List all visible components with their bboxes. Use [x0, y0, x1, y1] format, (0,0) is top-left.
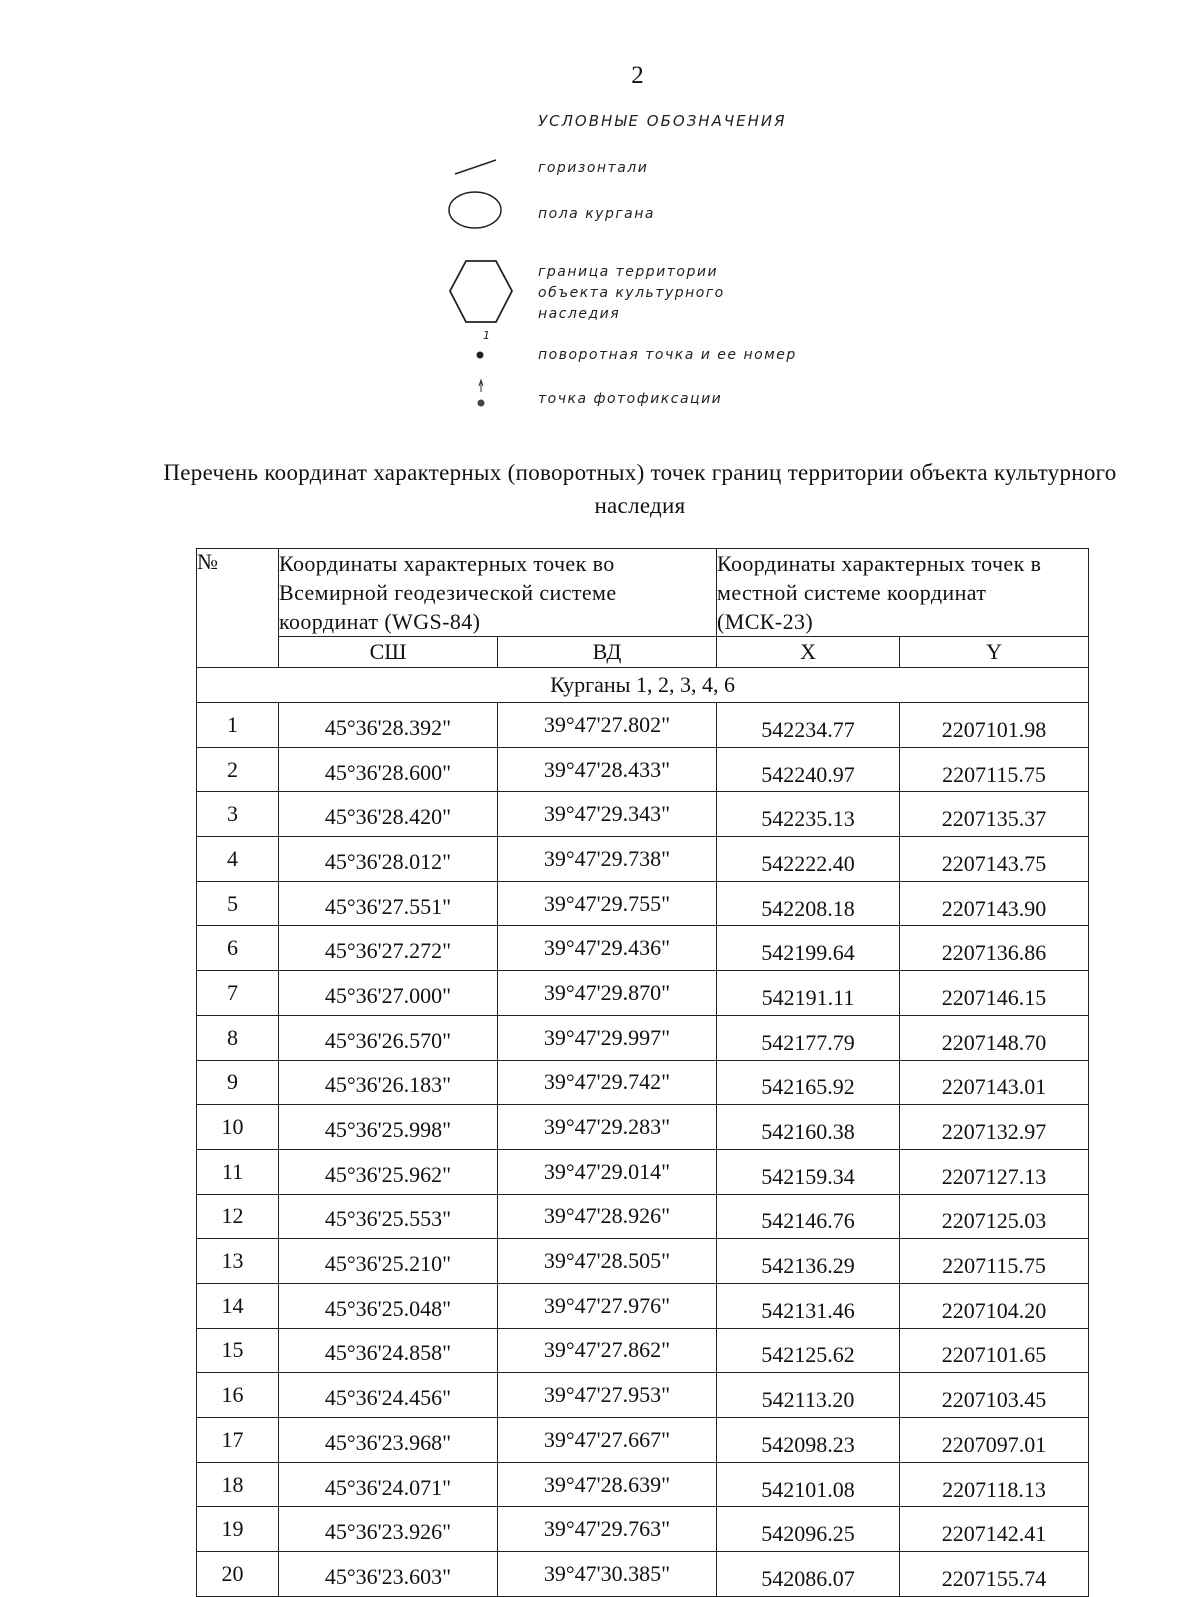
cell-number: 15: [197, 1328, 279, 1373]
table-row: [197, 837, 1089, 882]
territory-boundary-icon: [440, 256, 520, 328]
cell-number: 2: [197, 747, 279, 792]
table-subheader-row: [197, 637, 1089, 668]
cell-latitude: 45°36'23.603": [279, 1552, 498, 1597]
cell-latitude: 45°36'25.553": [279, 1194, 498, 1239]
table-row: [197, 747, 1089, 792]
legend-label-photo-point: точка фотофиксации: [538, 391, 723, 407]
table-row: [197, 703, 1089, 748]
cell-latitude: 45°36'25.962": [279, 1149, 498, 1194]
cell-latitude: 45°36'26.570": [279, 1015, 498, 1060]
photo-point-icon: [470, 376, 494, 410]
cell-number: 16: [197, 1373, 279, 1418]
cell-number: 5: [197, 881, 279, 926]
legend-label-mound: пола кургана: [538, 206, 655, 222]
cell-number: 14: [197, 1283, 279, 1328]
cell-x: 542159.34: [717, 1149, 900, 1194]
table-row: [197, 1418, 1089, 1463]
cell-longitude: 39°47'27.953": [498, 1373, 717, 1418]
table-row: [197, 971, 1089, 1016]
cell-latitude: 45°36'23.926": [279, 1507, 498, 1552]
cell-number: 7: [197, 971, 279, 1016]
header-latitude: СШ: [279, 637, 498, 668]
table-row: [197, 1462, 1089, 1507]
cell-latitude: 45°36'27.272": [279, 926, 498, 971]
cell-x: 542191.11: [717, 971, 900, 1016]
legend-label-turning-point: поворотная точка и ее номер: [538, 347, 797, 363]
cell-x: 542125.62: [717, 1328, 900, 1373]
cell-latitude: 45°36'28.392": [279, 703, 498, 748]
cell-y: 2207143.90: [900, 881, 1089, 926]
cell-y: 2207118.13: [900, 1462, 1089, 1507]
cell-longitude: 39°47'29.870": [498, 971, 717, 1016]
cell-latitude: 45°36'25.998": [279, 1105, 498, 1150]
table-row: [197, 1015, 1089, 1060]
cell-x: 542101.08: [717, 1462, 900, 1507]
legend-label-boundary: граница территории объекта культурного наследия: [538, 264, 725, 322]
cell-longitude: 39°47'27.862": [498, 1328, 717, 1373]
cell-longitude: 39°47'27.667": [498, 1418, 717, 1463]
turning-point-icon: [470, 326, 500, 362]
cell-y: 2207155.74: [900, 1552, 1089, 1597]
cell-latitude: 45°36'27.551": [279, 881, 498, 926]
cell-longitude: 39°47'29.742": [498, 1060, 717, 1105]
cell-x: 542131.46: [717, 1283, 900, 1328]
cell-x: 542136.29: [717, 1239, 900, 1284]
cell-y: 2207136.86: [900, 926, 1089, 971]
cell-x: 542165.92: [717, 1060, 900, 1105]
cell-y: 2207115.75: [900, 747, 1089, 792]
mound-ellipse-icon: [446, 189, 506, 231]
table-row: [197, 1283, 1089, 1328]
cell-x: 542208.18: [717, 881, 900, 926]
cell-longitude: 39°47'28.639": [498, 1462, 717, 1507]
cell-latitude: 45°36'24.858": [279, 1328, 498, 1373]
cell-longitude: 39°47'28.505": [498, 1239, 717, 1284]
cell-x: 542098.23: [717, 1418, 900, 1463]
table-row: [197, 1060, 1089, 1105]
header-number: №: [197, 549, 279, 668]
table-row: [197, 1105, 1089, 1150]
legend-title: УСЛОВНЫЕ ОБОЗНАЧЕНИЯ: [538, 112, 787, 130]
cell-longitude: 39°47'29.014": [498, 1149, 717, 1194]
cell-latitude: 45°36'24.456": [279, 1373, 498, 1418]
header-longitude: ВД: [498, 637, 717, 668]
cell-y: 2207097.01: [900, 1418, 1089, 1463]
cell-longitude: 39°47'30.385": [498, 1552, 717, 1597]
cell-y: 2207143.01: [900, 1060, 1089, 1105]
table-row: [197, 1239, 1089, 1284]
cell-longitude: 39°47'29.763": [498, 1507, 717, 1552]
page-number: 2: [631, 62, 644, 89]
cell-longitude: 39°47'29.755": [498, 881, 717, 926]
document-title: Перечень координат характерных (поворотных) точек границ территории объекта культурного наследия: [163, 460, 1117, 518]
cell-number: 9: [197, 1060, 279, 1105]
cell-y: 2207103.45: [900, 1373, 1089, 1418]
table-row: [197, 881, 1089, 926]
cell-longitude: 39°47'28.433": [498, 747, 717, 792]
cell-y: 2207143.75: [900, 837, 1089, 882]
cell-number: 10: [197, 1105, 279, 1150]
cell-number: 11: [197, 1149, 279, 1194]
cell-longitude: 39°47'29.436": [498, 926, 717, 971]
cell-longitude: 39°47'27.976": [498, 1283, 717, 1328]
cell-x: 542222.40: [717, 837, 900, 882]
cell-x: 542096.25: [717, 1507, 900, 1552]
table-row: [197, 1194, 1089, 1239]
cell-x: 542177.79: [717, 1015, 900, 1060]
cell-number: 17: [197, 1418, 279, 1463]
cell-number: 19: [197, 1507, 279, 1552]
cell-latitude: 45°36'25.210": [279, 1239, 498, 1284]
cell-longitude: 39°47'29.997": [498, 1015, 717, 1060]
cell-latitude: 45°36'28.420": [279, 792, 498, 837]
header-wgs84: Координаты характерных точек во Всемирной геодезической системе координат (WGS-84): [279, 549, 717, 637]
cell-number: 6: [197, 926, 279, 971]
cell-y: 2207104.20: [900, 1283, 1089, 1328]
cell-latitude: 45°36'27.000": [279, 971, 498, 1016]
cell-latitude: 45°36'28.600": [279, 747, 498, 792]
table-row: [197, 1149, 1089, 1194]
cell-y: 2207125.03: [900, 1194, 1089, 1239]
legend-label-contour: горизонтали: [538, 160, 649, 176]
header-y: Y: [900, 637, 1089, 668]
cell-y: 2207142.41: [900, 1507, 1089, 1552]
cell-longitude: 39°47'27.802": [498, 703, 717, 748]
cell-x: 542146.76: [717, 1194, 900, 1239]
table-row: [197, 792, 1089, 837]
header-msk23: Координаты характерных точек в местной системе координат (МСК-23): [717, 549, 1089, 637]
cell-latitude: 45°36'28.012": [279, 837, 498, 882]
cell-x: 542113.20: [717, 1373, 900, 1418]
header-x: X: [717, 637, 900, 668]
contour-line-icon: [452, 156, 502, 178]
table-row: [197, 1373, 1089, 1418]
cell-latitude: 45°36'25.048": [279, 1283, 498, 1328]
cell-number: 12: [197, 1194, 279, 1239]
cell-longitude: 39°47'29.343": [498, 792, 717, 837]
turning-point-marker: 1: [483, 329, 490, 342]
cell-x: 542240.97: [717, 747, 900, 792]
cell-number: 18: [197, 1462, 279, 1507]
cell-y: 2207146.15: [900, 971, 1089, 1016]
cell-longitude: 39°47'29.283": [498, 1105, 717, 1150]
cell-y: 2207101.65: [900, 1328, 1089, 1373]
cell-x: 542234.77: [717, 703, 900, 748]
cell-x: 542160.38: [717, 1105, 900, 1150]
cell-x: 542235.13: [717, 792, 900, 837]
cell-y: 2207148.70: [900, 1015, 1089, 1060]
cell-y: 2207115.75: [900, 1239, 1089, 1284]
cell-y: 2207132.97: [900, 1105, 1089, 1150]
table-row: [197, 1552, 1089, 1597]
cell-number: 1: [197, 703, 279, 748]
table-header-row: [197, 549, 1089, 637]
cell-x: 542199.64: [717, 926, 900, 971]
cell-number: 4: [197, 837, 279, 882]
cell-number: 13: [197, 1239, 279, 1284]
table-row: [197, 926, 1089, 971]
table-row: [197, 1328, 1089, 1373]
cell-number: 3: [197, 792, 279, 837]
section-row: [197, 668, 1089, 703]
cell-x: 542086.07: [717, 1552, 900, 1597]
cell-y: 2207127.13: [900, 1149, 1089, 1194]
cell-latitude: 45°36'26.183": [279, 1060, 498, 1105]
cell-longitude: 39°47'28.926": [498, 1194, 717, 1239]
cell-longitude: 39°47'29.738": [498, 837, 717, 882]
section-label: Курганы 1, 2, 3, 4, 6: [197, 668, 1089, 703]
cell-number: 8: [197, 1015, 279, 1060]
table-row: [197, 1507, 1089, 1552]
cell-latitude: 45°36'24.071": [279, 1462, 498, 1507]
cell-number: 20: [197, 1552, 279, 1597]
cell-y: 2207101.98: [900, 703, 1089, 748]
cell-latitude: 45°36'23.968": [279, 1418, 498, 1463]
cell-y: 2207135.37: [900, 792, 1089, 837]
coordinates-table: [196, 548, 1089, 1597]
